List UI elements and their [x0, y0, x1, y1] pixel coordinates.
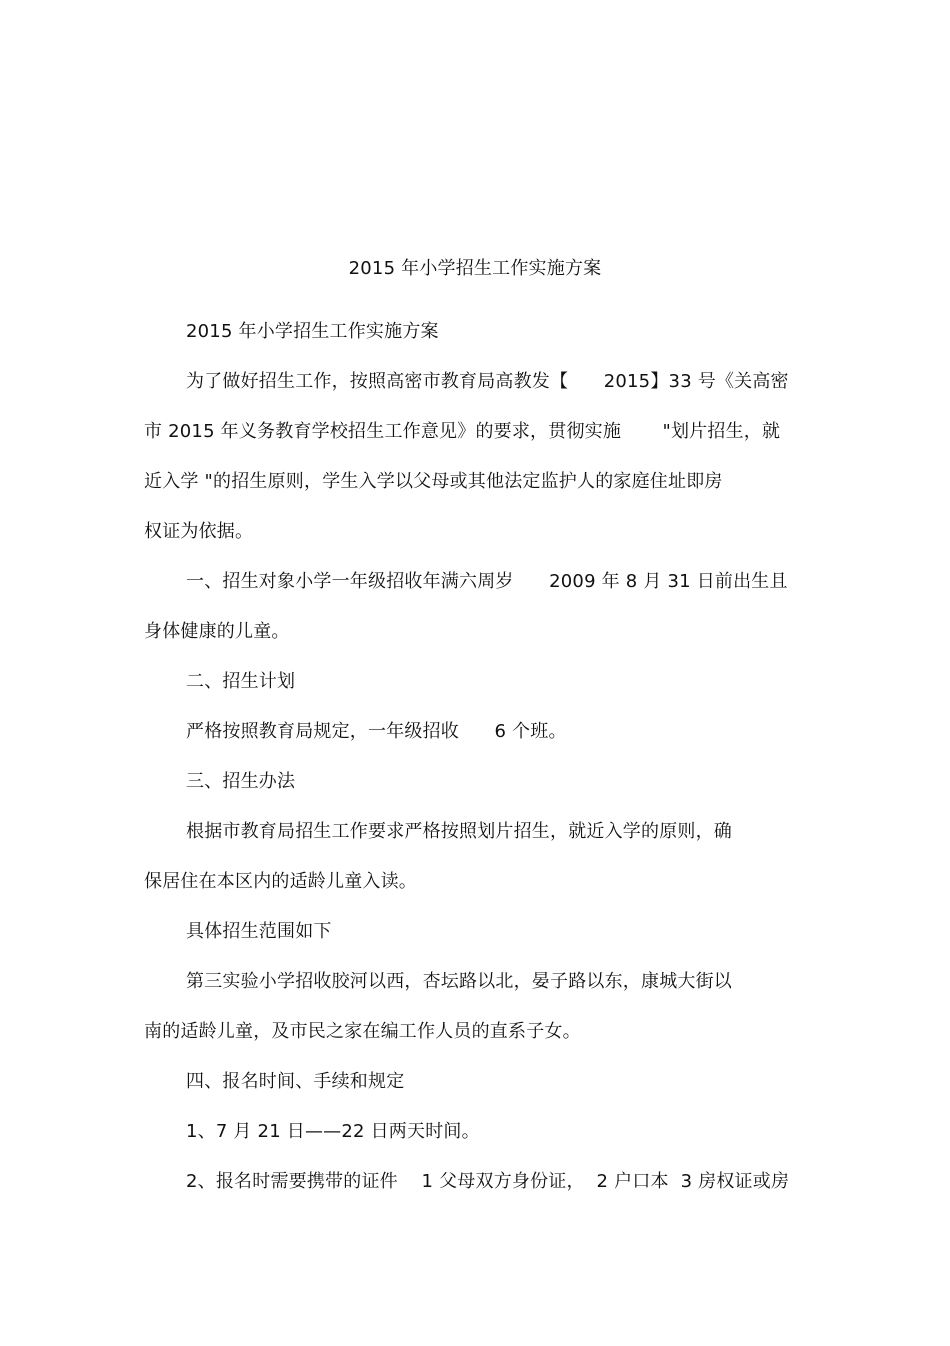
paragraph-line: 第三实验小学招收胶河以西，杏坛路以北，晏子路以东，康城大街以: [186, 971, 732, 992]
paragraph-line: 市 2015 年义务教育学校招生工作意见》的要求，贯彻实施 "划片招生，就: [144, 421, 781, 442]
paragraph-line: 身体健康的儿童。: [144, 621, 290, 642]
list-item: 2、报名时需要携带的证件 1 父母双方身份证， 2 户口本 3 房权证或房: [186, 1171, 790, 1192]
paragraph-line: 保居住在本区内的适龄儿童入读。: [144, 871, 417, 892]
paragraph-line: 具体招生范围如下: [186, 921, 332, 942]
section-heading: 三、招生办法: [186, 771, 296, 792]
paragraph-line: 严格按照教育局规定，一年级招收 6 个班。: [186, 721, 567, 742]
document-title: 2015 年小学招生工作实施方案: [348, 258, 602, 279]
paragraph-line: 南的适龄儿童，及市民之家在编工作人员的直系子女。: [144, 1021, 581, 1042]
subtitle-line: 2015 年小学招生工作实施方案: [186, 321, 439, 342]
paragraph-line: 根据市教育局招生工作要求严格按照划片招生，就近入学的原则，确: [186, 821, 732, 842]
section-heading: 四、报名时间、手续和规定: [186, 1071, 405, 1092]
paragraph-line: 近入学 "的招生原则，学生入学以父母或其他法定监护人的家庭住址即房: [144, 471, 723, 492]
list-item: 1、7 月 21 日——22 日两天时间。: [186, 1121, 480, 1142]
paragraph-line: 为了做好招生工作，按照高密市教育局高教发【 2015】33 号《关高密: [186, 371, 789, 392]
section-heading: 二、招生计划: [186, 671, 296, 692]
section-heading-line: 一、招生对象小学一年级招收年满六周岁 2009 年 8 月 31 日前出生且: [186, 571, 788, 592]
paragraph-line: 权证为依据。: [144, 521, 254, 542]
